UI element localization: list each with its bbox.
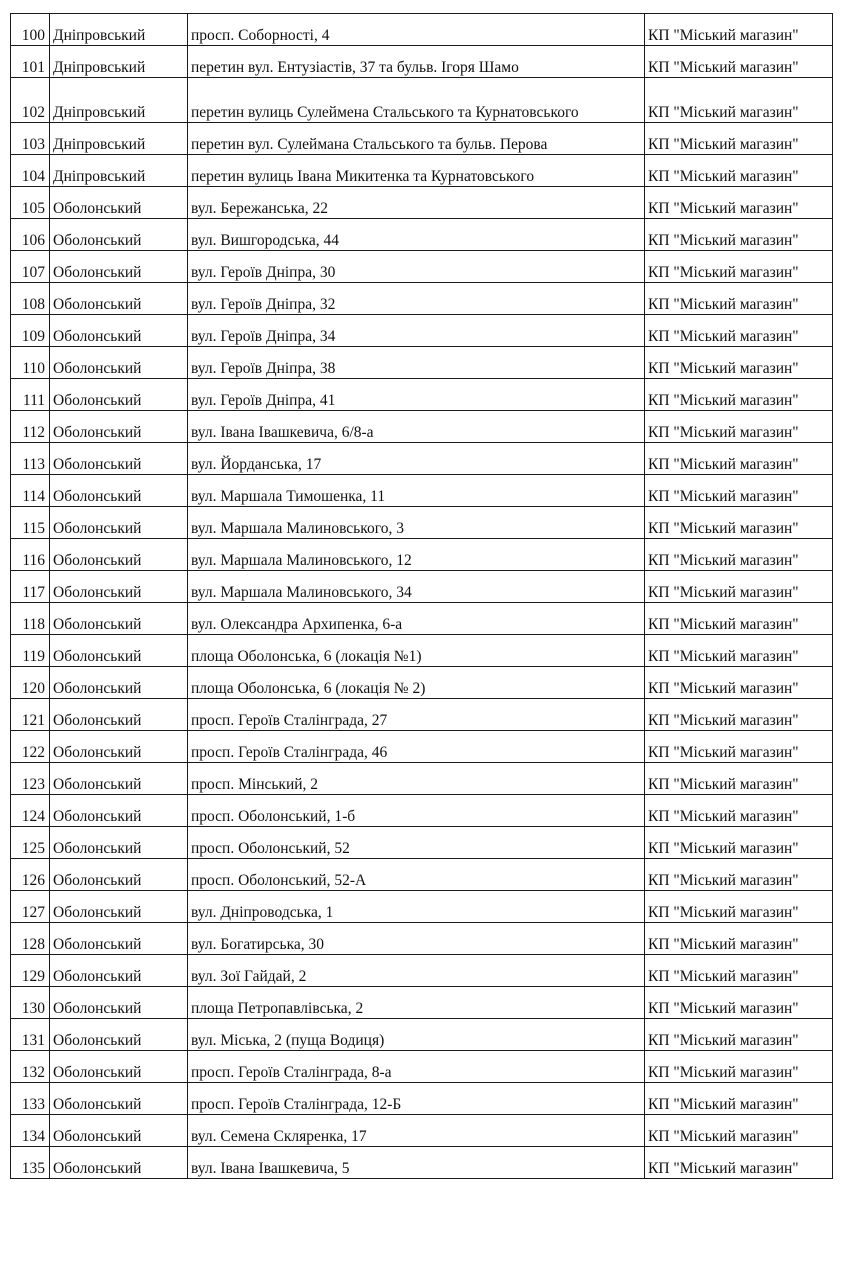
address-cell: просп. Оболонський, 52-А [188, 859, 645, 891]
table-row [11, 46, 833, 78]
row-number-cell: 128 [11, 923, 50, 955]
district-cell: Оболонський [50, 923, 188, 955]
district-cell: Оболонський [50, 1115, 188, 1147]
address-cell: вул. Маршала Тимошенка, 11 [188, 475, 645, 507]
district-cell: Оболонський [50, 507, 188, 539]
address-cell: просп. Оболонський, 1-б [188, 795, 645, 827]
table-row [11, 475, 833, 507]
address-cell: площа Оболонська, 6 (локація №1) [188, 635, 645, 667]
row-number-cell: 117 [11, 571, 50, 603]
row-number-cell: 122 [11, 731, 50, 763]
district-cell: Оболонський [50, 347, 188, 379]
row-number-cell: 111 [11, 379, 50, 411]
table-row [11, 635, 833, 667]
address-cell: вул. Семена Скляренка, 17 [188, 1115, 645, 1147]
operator-cell: КП "Міський магазин" [645, 603, 833, 635]
address-cell: вул. Героїв Дніпра, 32 [188, 283, 645, 315]
district-cell: Оболонський [50, 315, 188, 347]
operator-cell: КП "Міський магазин" [645, 78, 833, 123]
operator-cell: КП "Міський магазин" [645, 46, 833, 78]
operator-cell: КП "Міський магазин" [645, 699, 833, 731]
address-cell: вул. Вишгородська, 44 [188, 219, 645, 251]
operator-cell: КП "Міський магазин" [645, 14, 833, 46]
operator-cell: КП "Міський магазин" [645, 283, 833, 315]
address-cell: вул. Івана Івашкевича, 5 [188, 1147, 645, 1179]
operator-cell: КП "Міський магазин" [645, 379, 833, 411]
table-row [11, 443, 833, 475]
operator-cell: КП "Міський магазин" [645, 763, 833, 795]
table-row [11, 539, 833, 571]
district-cell: Оболонський [50, 283, 188, 315]
district-cell: Оболонський [50, 539, 188, 571]
table-row [11, 571, 833, 603]
operator-cell: КП "Міський магазин" [645, 1051, 833, 1083]
district-cell: Дніпровський [50, 123, 188, 155]
operator-cell: КП "Міський магазин" [645, 539, 833, 571]
operator-cell: КП "Міський магазин" [645, 859, 833, 891]
table-row [11, 699, 833, 731]
row-number-cell: 100 [11, 14, 50, 46]
table-row [11, 379, 833, 411]
district-cell: Оболонський [50, 795, 188, 827]
district-cell: Дніпровський [50, 14, 188, 46]
operator-cell: КП "Міський магазин" [645, 1083, 833, 1115]
row-number-cell: 130 [11, 987, 50, 1019]
operator-cell: КП "Міський магазин" [645, 827, 833, 859]
row-number-cell: 131 [11, 1019, 50, 1051]
address-cell: вул. Героїв Дніпра, 41 [188, 379, 645, 411]
table-row [11, 603, 833, 635]
district-cell: Оболонський [50, 731, 188, 763]
table-row [11, 1083, 833, 1115]
row-number-cell: 108 [11, 283, 50, 315]
district-cell: Оболонський [50, 1051, 188, 1083]
row-number-cell: 106 [11, 219, 50, 251]
table-row [11, 1115, 833, 1147]
address-cell: вул. Олександра Архипенка, 6-а [188, 603, 645, 635]
address-cell: вул. Героїв Дніпра, 30 [188, 251, 645, 283]
operator-cell: КП "Міський магазин" [645, 443, 833, 475]
address-cell: площа Петропавлівська, 2 [188, 987, 645, 1019]
table-row [11, 507, 833, 539]
row-number-cell: 124 [11, 795, 50, 827]
row-number-cell: 132 [11, 1051, 50, 1083]
row-number-cell: 101 [11, 46, 50, 78]
operator-cell: КП "Міський магазин" [645, 347, 833, 379]
row-number-cell: 118 [11, 603, 50, 635]
address-cell: вул. Івана Івашкевича, 6/8-а [188, 411, 645, 443]
address-cell: просп. Соборності, 4 [188, 14, 645, 46]
row-number-cell: 112 [11, 411, 50, 443]
district-cell: Дніпровський [50, 46, 188, 78]
address-cell: просп. Оболонський, 52 [188, 827, 645, 859]
row-number-cell: 135 [11, 1147, 50, 1179]
row-number-cell: 103 [11, 123, 50, 155]
table-row [11, 219, 833, 251]
district-cell: Оболонський [50, 475, 188, 507]
address-cell: вул. Маршала Малиновського, 3 [188, 507, 645, 539]
address-cell: перетин вулиць Івана Микитенка та Курнатовського [188, 155, 645, 187]
district-cell: Оболонський [50, 379, 188, 411]
operator-cell: КП "Міський магазин" [645, 955, 833, 987]
address-cell: вул. Міська, 2 (пуща Водиця) [188, 1019, 645, 1051]
district-cell: Оболонський [50, 667, 188, 699]
row-number-cell: 121 [11, 699, 50, 731]
operator-cell: КП "Міський магазин" [645, 315, 833, 347]
district-cell: Оболонський [50, 827, 188, 859]
row-number-cell: 129 [11, 955, 50, 987]
district-cell: Оболонський [50, 699, 188, 731]
operator-cell: КП "Міський магазин" [645, 795, 833, 827]
address-cell: просп. Героїв Сталінграда, 8-а [188, 1051, 645, 1083]
operator-cell: КП "Міський магазин" [645, 507, 833, 539]
operator-cell: КП "Міський магазин" [645, 155, 833, 187]
district-cell: Оболонський [50, 571, 188, 603]
table-body [11, 14, 833, 1179]
row-number-cell: 119 [11, 635, 50, 667]
district-cell: Оболонський [50, 859, 188, 891]
district-cell: Оболонський [50, 1083, 188, 1115]
table-row [11, 667, 833, 699]
row-number-cell: 114 [11, 475, 50, 507]
operator-cell: КП "Міський магазин" [645, 923, 833, 955]
operator-cell: КП "Міський магазин" [645, 635, 833, 667]
table-row [11, 411, 833, 443]
address-cell: вул. Маршала Малиновського, 34 [188, 571, 645, 603]
row-number-cell: 120 [11, 667, 50, 699]
address-cell: вул. Йорданська, 17 [188, 443, 645, 475]
row-number-cell: 102 [11, 78, 50, 123]
operator-cell: КП "Міський магазин" [645, 667, 833, 699]
table-row [11, 78, 833, 123]
district-cell: Оболонський [50, 411, 188, 443]
operator-cell: КП "Міський магазин" [645, 1115, 833, 1147]
district-cell: Оболонський [50, 763, 188, 795]
operator-cell: КП "Міський магазин" [645, 731, 833, 763]
district-cell: Оболонський [50, 955, 188, 987]
district-cell: Оболонський [50, 1019, 188, 1051]
row-number-cell: 113 [11, 443, 50, 475]
address-cell: вул. Героїв Дніпра, 38 [188, 347, 645, 379]
operator-cell: КП "Міський магазин" [645, 187, 833, 219]
address-cell: просп. Героїв Сталінграда, 12-Б [188, 1083, 645, 1115]
address-cell: вул. Богатирська, 30 [188, 923, 645, 955]
address-cell: вул. Бережанська, 22 [188, 187, 645, 219]
district-cell: Оболонський [50, 603, 188, 635]
address-cell: просп. Мінський, 2 [188, 763, 645, 795]
address-cell: вул. Героїв Дніпра, 34 [188, 315, 645, 347]
district-cell: Оболонський [50, 443, 188, 475]
district-cell: Оболонський [50, 891, 188, 923]
table-row [11, 891, 833, 923]
table-row [11, 1019, 833, 1051]
operator-cell: КП "Міський магазин" [645, 411, 833, 443]
operator-cell: КП "Міський магазин" [645, 219, 833, 251]
district-cell: Дніпровський [50, 78, 188, 123]
operator-cell: КП "Міський магазин" [645, 1019, 833, 1051]
table-row [11, 987, 833, 1019]
row-number-cell: 110 [11, 347, 50, 379]
district-cell: Оболонський [50, 251, 188, 283]
row-number-cell: 104 [11, 155, 50, 187]
operator-cell: КП "Міський магазин" [645, 123, 833, 155]
district-cell: Оболонський [50, 219, 188, 251]
district-cell: Оболонський [50, 987, 188, 1019]
row-number-cell: 107 [11, 251, 50, 283]
table-row [11, 315, 833, 347]
row-number-cell: 116 [11, 539, 50, 571]
table-row [11, 859, 833, 891]
district-cell: Оболонський [50, 635, 188, 667]
address-cell: вул. Зої Гайдай, 2 [188, 955, 645, 987]
district-cell: Дніпровський [50, 155, 188, 187]
district-cell: Оболонський [50, 1147, 188, 1179]
table-row [11, 923, 833, 955]
address-cell: перетин вул. Сулеймана Стальського та бульв. Перова [188, 123, 645, 155]
row-number-cell: 127 [11, 891, 50, 923]
locations-table [10, 13, 833, 1179]
address-cell: перетин вулиць Сулеймена Стальського та Курнатовського [188, 78, 645, 123]
operator-cell: КП "Міський магазин" [645, 891, 833, 923]
row-number-cell: 109 [11, 315, 50, 347]
row-number-cell: 134 [11, 1115, 50, 1147]
table-row [11, 14, 833, 46]
table-row [11, 123, 833, 155]
operator-cell: КП "Міський магазин" [645, 571, 833, 603]
address-cell: перетин вул. Ентузіастів, 37 та бульв. Ігоря Шамо [188, 46, 645, 78]
row-number-cell: 105 [11, 187, 50, 219]
row-number-cell: 123 [11, 763, 50, 795]
table-row [11, 795, 833, 827]
table-row [11, 1051, 833, 1083]
table-row [11, 763, 833, 795]
table-row [11, 251, 833, 283]
table-row [11, 283, 833, 315]
address-cell: просп. Героїв Сталінграда, 46 [188, 731, 645, 763]
district-cell: Оболонський [50, 187, 188, 219]
operator-cell: КП "Міський магазин" [645, 987, 833, 1019]
table-row [11, 155, 833, 187]
row-number-cell: 115 [11, 507, 50, 539]
row-number-cell: 133 [11, 1083, 50, 1115]
operator-cell: КП "Міський магазин" [645, 251, 833, 283]
table-row [11, 955, 833, 987]
table-row [11, 731, 833, 763]
table-row [11, 827, 833, 859]
row-number-cell: 126 [11, 859, 50, 891]
table-row [11, 347, 833, 379]
address-cell: просп. Героїв Сталінграда, 27 [188, 699, 645, 731]
operator-cell: КП "Міський магазин" [645, 1147, 833, 1179]
table-row [11, 187, 833, 219]
operator-cell: КП "Міський магазин" [645, 475, 833, 507]
address-cell: вул. Дніпроводська, 1 [188, 891, 645, 923]
row-number-cell: 125 [11, 827, 50, 859]
address-cell: площа Оболонська, 6 (локація № 2) [188, 667, 645, 699]
address-cell: вул. Маршала Малиновського, 12 [188, 539, 645, 571]
table-row [11, 1147, 833, 1179]
